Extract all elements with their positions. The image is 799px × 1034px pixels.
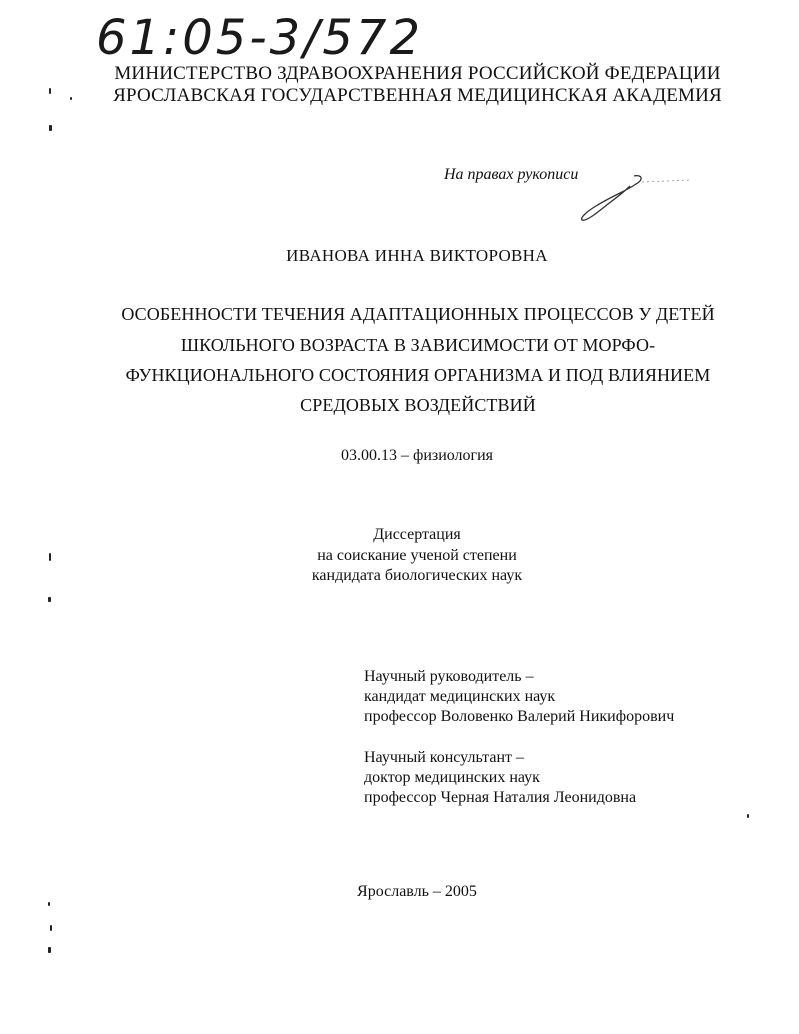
thesis-degree: кандидата биологических наук — [311, 567, 523, 584]
specialty-code: 03.00.13 – физиология — [340, 447, 494, 464]
title-line: ФУНКЦИОНАЛЬНОГО СОСТОЯНИЯ ОРГАНИЗМА И ПОД ВЛИЯНИЕМ — [125, 365, 711, 385]
margin-speck — [747, 814, 749, 818]
thesis-type: Диссертация — [373, 526, 461, 543]
margin-speck — [48, 597, 51, 602]
margin-speck — [49, 125, 52, 131]
academy-name: ЯРОСЛАВСКАЯ ГОСУДАРСТВЕННАЯ МЕДИЦИНСКАЯ АКАДЕМИЯ — [113, 85, 722, 106]
ministry-name: МИНИСТЕРСТВО ЗДРАВООХРАНЕНИЯ РОССИЙСКОЙ ФЕДЕРАЦИИ — [114, 63, 721, 84]
signature-mark — [572, 166, 692, 226]
supervisor-role: Научный руководитель – — [364, 668, 534, 685]
title-line: ШКОЛЬНОГО ВОЗРАСТА В ЗАВИСИМОСТИ ОТ МОРФО- — [180, 335, 656, 355]
thesis-purpose: на соискание ученой степени — [317, 547, 517, 564]
consultant-role: Научный консультант – — [364, 749, 524, 766]
supervisor-name: профессор Воловенко Валерий Никифорович — [364, 708, 675, 725]
title-line: ОСОБЕННОСТИ ТЕЧЕНИЯ АДАПТАЦИОННЫХ ПРОЦЕССОВ У ДЕТЕЙ — [121, 304, 715, 324]
consultant-name: профессор Черная Наталия Леонидовна — [364, 789, 637, 806]
margin-speck — [48, 947, 51, 953]
consultant-degree: доктор медицинских наук — [364, 769, 540, 786]
archive-code-text: 61:05-3/572 — [96, 10, 423, 66]
author-name: ИВАНОВА ИННА ВИКТОРОВНА — [286, 246, 548, 265]
manuscript-note: На правах рукописи — [444, 166, 579, 183]
title-line: СРЕДОВЫХ ВОЗДЕЙСТВИЙ — [300, 395, 536, 415]
margin-speck — [50, 925, 52, 931]
margin-speck — [48, 902, 50, 906]
city-year: Ярославль – 2005 — [357, 883, 477, 900]
supervisor-degree: кандидат медицинских наук — [364, 688, 556, 705]
